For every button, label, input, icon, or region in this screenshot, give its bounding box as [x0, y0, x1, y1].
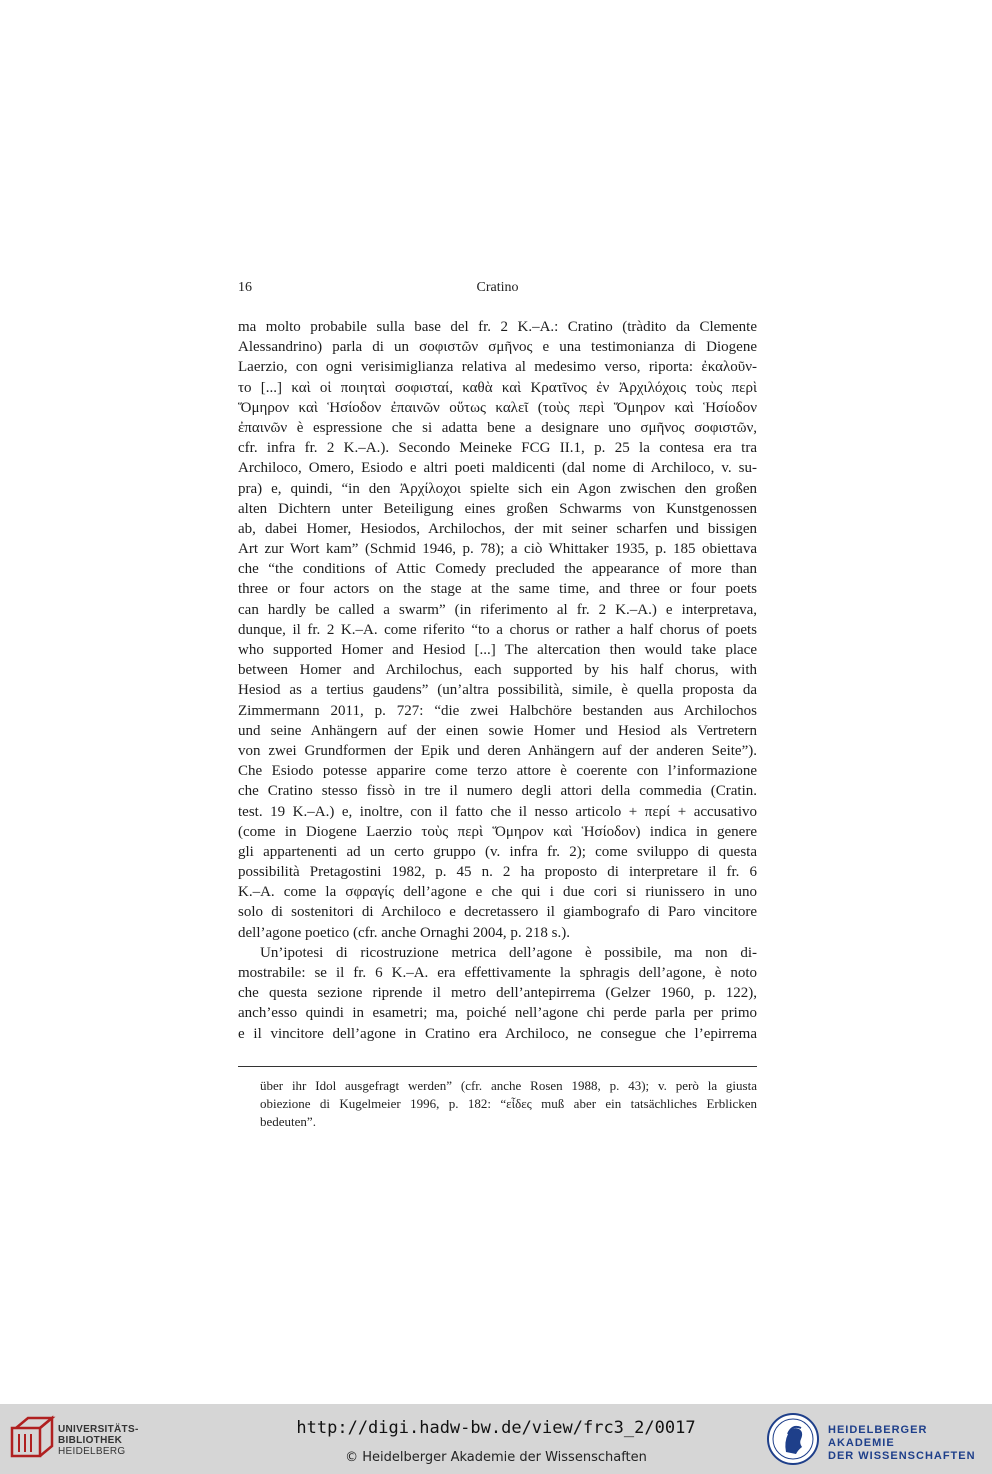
library-logo-line: BIBLIOTHEK [58, 1435, 123, 1446]
library-logo-line: HEIDELBERG [58, 1446, 126, 1457]
permalink-url[interactable]: http://digi.hadw-bw.de/view/frc3_2/0017 [296, 1418, 696, 1438]
text-line: gli appartenenti ad un certo gruppo (v. infra fr. 2); come sviluppo di questa [238, 843, 757, 860]
footnote-line: über ihr Idol ausgefragt werden” (cfr. anche Rosen 1988, p. 43); v. però la giusta [260, 1078, 757, 1093]
text-line: ma molto probabile sulla base del fr. 2 K.–A.: Cratino (tràdito da Clemente [238, 319, 757, 335]
text-line: solo di sostenitori di Archiloco e decretassero il giambografo di Paro vincitore [238, 904, 757, 921]
text-line: Hesiod as a tertius gaudens” (un’altra possibilità, simile, è quella proposta da [238, 682, 757, 699]
text-line: e il vincitore dell’agone in Cratino era Archiloco, ne consegue che l’epirrema [238, 1025, 757, 1042]
text-line: ἐπαινῶν è espressione che si adatta bene a designare uno σμῆνος σοφιστῶν, [238, 419, 757, 436]
text-line: dunque, il fr. 2 K.–A. come riferito “to a chorus or rather a half chorus of poets [238, 621, 757, 638]
text-line: Archiloco, Omero, Esiodo e altri poeti maldicenti (dal nome di Archiloco, v. su- [238, 460, 757, 477]
text-line: το [...] καὶ οἱ ποιηταὶ σοφισταί, καθὰ καὶ Κρατῖνος ἐν Ἀρχιλόχοις τοὺς περὶ [238, 379, 757, 396]
footnote [260, 1077, 757, 1131]
text-line: pra) e, quindi, “in den Ἀρχίλοχοι spielte sich ein Agon zwischen den großen [238, 480, 757, 497]
text-line: who supported Homer and Hesiod [...] The altercation then would take place [238, 642, 757, 658]
text-line: possibilità Pretagostini 1982, p. 45 n. 2 ha proposto di interpretare il fr. 6 [238, 864, 757, 881]
footnote-line: obiezione di Kugelmeier 1996, p. 182: “εἶδες muß aber ein tatsächliches Erblicken [260, 1096, 757, 1111]
text-line: K.–A. come la σφραγίς dell’agone e che qui i due cori si riunissero in uno [238, 884, 757, 901]
text-line: mostrabile: se il fr. 6 K.–A. era effettivamente la sphragis dell’agone, è noto [238, 965, 757, 981]
academy-logo-text [828, 1424, 992, 1463]
text-line: ab, dabei Homer, Hesiodos, Archilochos, der mit seiner scharfen und bissigen [238, 520, 757, 537]
body-text [238, 317, 757, 1044]
text-line: cfr. infra fr. 2 K.–A.). Secondo Meineke FCG II.1, p. 25 la contesa era tra [238, 440, 757, 457]
footnote-divider [238, 1066, 757, 1067]
text-line: Che Esiodo potesse apparire come terzo attore è coerente con l’informazione [238, 763, 757, 780]
text-line: von zwei Grundformen der Epik und deren Anhängern auf der anderen Seite”). [238, 742, 757, 759]
footnote-line: bedeuten”. [260, 1114, 316, 1129]
library-logo-text [58, 1424, 139, 1457]
text-line: Art zur Wort kam” (Schmid 1946, p. 78); a ciò Whittaker 1935, p. 185 obiettava [238, 541, 757, 558]
text-line: und seine Anhängern auf der einen sowie Homer und Hesiod als Vertretern [238, 722, 757, 739]
text-line: anch’esso quindi in esametri; ma, poiché nell’agone chi perde parla per primo [238, 1005, 757, 1022]
text-line: three or four actors on the stage at the same time, and three or four poets [238, 581, 757, 598]
text-line: between Homer and Archilochus, each supported by his half chorus, with [238, 662, 757, 679]
library-logo-line: UNIVERSITÄTS- [58, 1424, 139, 1435]
text-line: Ὅμηρον καὶ Ἡσίοδον ἐπαινῶν οὕτως καλεῖ (τοὺς περὶ Ὅμηρον καὶ Ἡσίοδον [238, 399, 757, 416]
text-line: che questa sezione riprende il metro dell’antepirrema (Gelzer 1960, p. 122), [238, 985, 757, 1002]
text-line: test. 19 K.–A.) e, inoltre, con il fatto che il nesso articolo + περί + accusativo [238, 803, 757, 820]
text-line: (come in Diogene Laerzio τοὺς περὶ Ὅμηρον καὶ Ἡσίοδον) indica in genere [238, 823, 757, 840]
text-line: Alessandrino) parla di un σοφιστῶν σμῆνος e una testimonianza di Diogene [238, 339, 757, 356]
academy-logo-line: HEIDELBERGER AKADEMIE [828, 1424, 928, 1449]
page-number: 16 [238, 280, 252, 295]
text-line: che “the conditions of Attic Comedy precluded the appearance of more than [238, 561, 757, 578]
text-line: can hardly be called a swarm” (in riferimento al fr. 2 K.–A.) e interpretava, [238, 601, 757, 618]
text-line: dell’agone poetico (cfr. anche Ornaghi 2004, p. 218 s.). [238, 924, 570, 941]
text-line: Zimmermann 2011, p. 727: “die zwei Halbchöre bestanden aus Archilochos [238, 702, 757, 719]
library-logo-icon[interactable] [10, 1414, 56, 1460]
text-line: alten Dichtern unter Beteiligung eines großen Schwarms von Kunstgenossen [238, 500, 757, 517]
academy-seal-icon[interactable] [766, 1412, 820, 1466]
text-line: Laerzio, con ogni verisimiglianza relativa al medesimo verso, riporta: ἐκαλοῦν- [238, 359, 757, 376]
running-title: Cratino [476, 280, 519, 295]
text-line: che Cratino stesso fissò in tre il numero degli attori della commedia (Cratin. [238, 783, 757, 800]
footer-bar [0, 1404, 992, 1474]
academy-logo-line: DER WISSENSCHAFTEN [828, 1450, 976, 1462]
text-line: Un’ipotesi di ricostruzione metrica dell’agone è possibile, ma non di- [260, 944, 757, 961]
copyright-notice: © Heidelberger Akademie der Wissenschaften [345, 1450, 647, 1465]
